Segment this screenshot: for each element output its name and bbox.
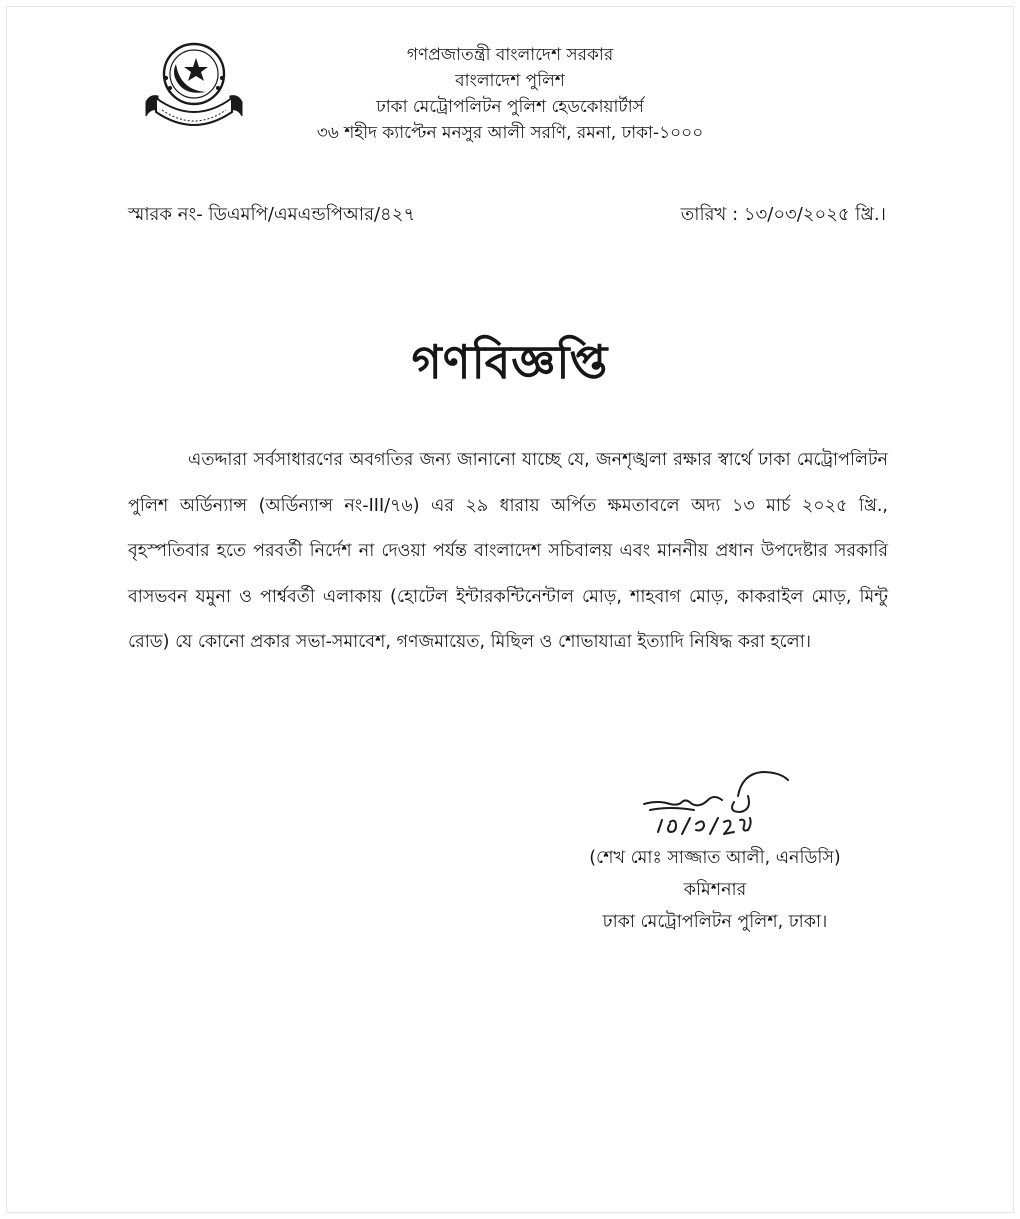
signatory-office: ঢাকা মেট্রোপলিটন পুলিশ, ঢাকা।: [602, 912, 828, 932]
letterhead-office: ঢাকা মেট্রোপলিটন পুলিশ হেডকোয়ার্টার্স: [376, 97, 644, 117]
letterhead-government: গণপ্রজাতন্ত্রী বাংলাদেশ সরকার: [406, 45, 614, 65]
notice-title: গণবিজ্ঞপ্তি: [411, 335, 609, 389]
letterhead-police: বাংলাদেশ পুলিশ: [455, 71, 565, 91]
signatory-name: (শেখ মোঃ সাজ্জাত আলী, এনডিসি): [589, 848, 841, 868]
handwritten-signature-icon: [630, 766, 810, 846]
notice-body: এতদ্দারা সর্বসাধারণের অবগতির জন্য জানানো যাচ্ছে যে, জনশৃঙ্খলা রক্ষার স্বার্থে ঢাকা মেট্রোপলিটন পুলিশ অর্ডিন্যান্স (অর্ডিন্যান্স নং-III/৭৬) এর ২৯ ধারায় অর্পিত ক্ষমতাবলে অদ্য ১৩ মার্চ ২০২৫ খ্রি., বৃহস্পতিবার হতে পরবর্তী নির্দেশ না দেওয়া পর্যন্ত বাংলাদেশ সচিবালয় এবং মাননীয় প্রধান উপদেষ্টার সরকারি বাসভবন যমুনা ও পার্শ্ববর্তী এলাকায় (হোটেল ইন্টারকন্টিনেন্টাল মোড়, শাহবাগ মোড়, কাকরাইল মোড়, মিন্টু রোড) যে কোনো প্রকার সভা-সমাবেশ, গণজমায়েত, মিছিল ও শোভাযাত্রা ইত্যাদি নিষিদ্ধ করা হলো।: [128, 450, 888, 652]
bangladesh-police-emblem-icon: [140, 36, 248, 136]
signatory-designation: কমিশনার: [683, 880, 747, 900]
memo-reference: স্মারক নং- ডিএমপি/এমএন্ডপিআর/৪২৭: [128, 204, 416, 225]
memo-date: তারিখ : ১৩/০৩/২০২৫ খ্রি.।: [680, 204, 886, 225]
letterhead-address: ৩৬ শহীদ ক্যাপ্টেন মনসুর আলী সরণি, রমনা, ঢাকা-১০০০: [316, 123, 704, 143]
signatory-block: [520, 842, 910, 938]
letterhead: [300, 42, 720, 146]
